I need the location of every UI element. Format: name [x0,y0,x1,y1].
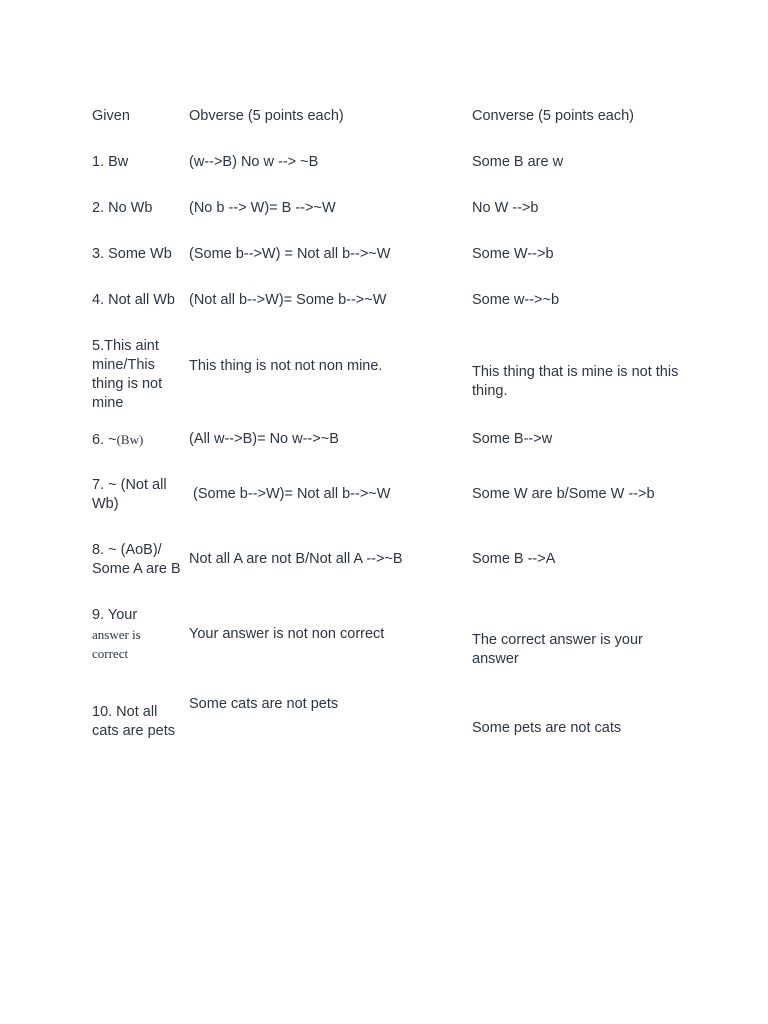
given-line: mine [92,395,124,411]
converse-line: thing. [472,383,508,399]
obverse-cell: Your answer is not non correct [189,626,385,642]
given-cell: 3. Some Wb [92,246,172,262]
table-row [92,291,712,337]
obverse-cell: (Not all b-->W)= Some b-->~W [189,292,387,308]
given-line: 7. ~ (Not all [92,477,167,493]
converse-cell: Some B -->A [472,551,556,567]
given-line: cats are pets [92,723,176,739]
given-line: 5.This aint [92,338,159,354]
table-row [92,695,712,745]
given-cell [92,606,189,663]
converse-cell: Some B-->w [472,431,553,447]
converse-cell: Some pets are not cats [472,720,622,736]
obverse-cell: This thing is not not non mine. [189,358,383,374]
given-cell: 1. Bw [92,154,129,170]
obverse-cell: Not all A are not B/Not all A -->~B [189,551,403,567]
obverse-cell: (Some b-->W)= Not all b-->~W [189,486,391,502]
given-line: thing is not [92,376,163,392]
given-cell: 4. Not all Wb [92,292,175,308]
given-line: mine/This [92,357,155,373]
obverse-cell: (Some b-->W) = Not all b-->~W [189,246,391,262]
table-row [92,153,712,199]
table-row [92,541,712,606]
table-row [92,430,712,476]
converse-cell: No W -->b [472,200,539,216]
obverse-cell: (w-->B) No w --> ~B [189,154,319,170]
obverse-cell: (All w-->B)= No w-->~B [189,431,339,447]
converse-line: The correct answer is your [472,632,643,648]
table-header-row [92,107,712,153]
table-row [92,476,712,541]
given-cell [92,430,189,450]
given-line: 9. Your [92,607,138,623]
obverse-cell: Some cats are not pets [189,696,339,712]
given-cell [92,337,189,413]
converse-cell [472,606,697,669]
converse-line: answer [472,651,519,667]
header-given: Given [92,108,130,124]
given-line: 10. Not all [92,704,158,720]
given-line: Some A are B [92,561,181,577]
given-line: answer is [92,627,141,642]
header-converse: Converse (5 points each) [472,108,634,124]
converse-cell: Some w-->~b [472,292,560,308]
given-line: 8. ~ (AoB)/ [92,542,162,558]
table-row [92,245,712,291]
table-row [92,199,712,245]
converse-cell: Some B are w [472,154,564,170]
given-cell [92,476,189,514]
obverse-cell: (No b --> W)= B -->~W [189,200,336,216]
converse-cell: Some W-->b [472,246,554,262]
given-serif-text: (Bw) [116,432,144,447]
given-line: Wb) [92,496,119,512]
given-cell: 2. No Wb [92,200,153,216]
table-row [92,606,712,703]
given-prefix: 6. ~ [92,432,117,448]
converse-cell [472,337,697,401]
logic-table [92,107,712,745]
converse-cell: Some W are b/Some W -->b [472,486,655,502]
given-cell [92,541,189,579]
given-cell [92,695,189,741]
header-obverse: Obverse (5 points each) [189,108,344,124]
converse-line: This thing that is mine is not this [472,364,679,380]
table-row [92,337,712,430]
given-line: correct [92,646,129,661]
